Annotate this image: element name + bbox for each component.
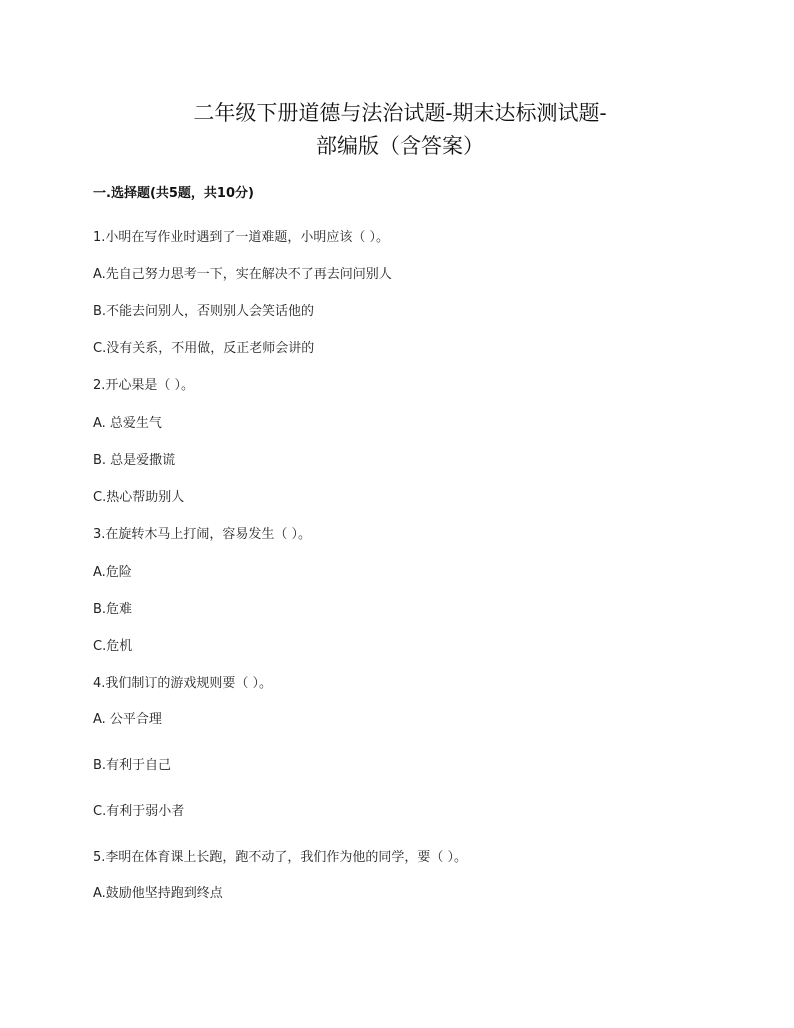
document-title-line-1: 二年级下册道德与法治试题-期末达标测试题- [193,101,607,125]
question-1-stem: 1.小明在写作业时遇到了一道难题，小明应该（ ）。 [93,230,390,245]
question-4-stem: 4.我们制订的游戏规则要（ ）。 [93,676,273,691]
document-title-line-2: 部编版（含答案） [316,134,484,158]
question-3-option-b: B.危难 [93,602,133,617]
question-4-option-c: C.有利于弱小者 [93,804,185,819]
question-3-option-a: A.危险 [93,565,132,580]
question-4-option-a: A. 公平合理 [93,712,162,727]
question-2-stem: 2.开心果是（ ）。 [93,378,195,393]
question-2-option-a: A. 总爱生气 [93,416,162,431]
question-3-option-c: C.危机 [93,639,133,654]
question-5-stem: 5.李明在体育课上长跑，跑不动了，我们作为他的同学，要（ ）。 [93,850,468,865]
question-1-option-b: B.不能去问别人，否则别人会笑话他的 [93,304,315,319]
question-5-option-a: A.鼓励他坚持跑到终点 [93,886,223,901]
question-3-stem: 3.在旋转木马上打闹，容易发生（ ）。 [93,527,312,542]
question-1-option-a: A.先自己努力思考一下，实在解决不了再去问问别人 [93,267,392,282]
question-1-option-c: C.没有关系，不用做，反正老师会讲的 [93,341,315,356]
question-2-option-b: B. 总是爱撒谎 [93,453,176,468]
section-heading: 一.选择题(共5题，共10分) [93,186,254,201]
question-4-option-b: B.有利于自己 [93,758,172,773]
question-2-option-c: C.热心帮助别人 [93,490,185,505]
